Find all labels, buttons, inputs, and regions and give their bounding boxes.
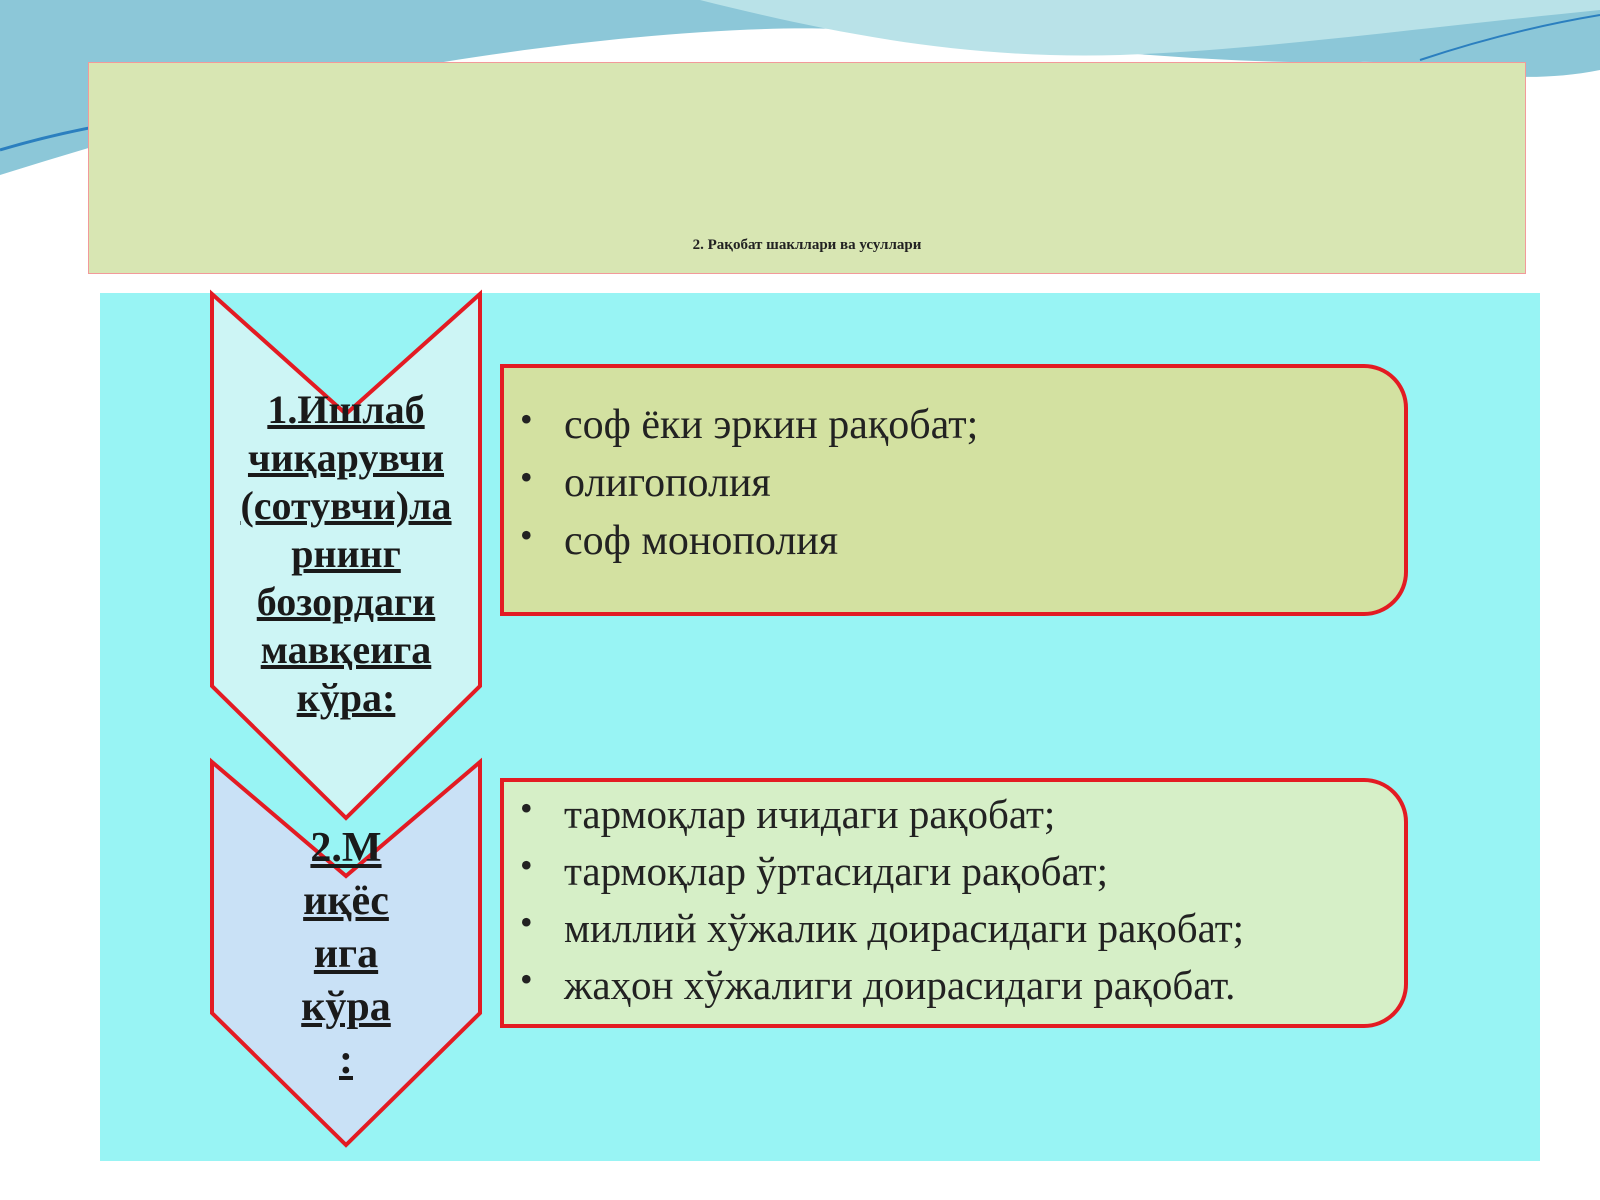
list-item	[520, 843, 1244, 900]
list-item	[520, 957, 1244, 1014]
list-item	[520, 454, 978, 512]
list-item-text: миллий хўжалик доирасидаги рақобат;	[564, 905, 1245, 951]
chevron-label-line: иқёс	[303, 878, 389, 924]
list-item-text: соф монополия	[564, 518, 839, 564]
chevron-label-line: мавқеига	[260, 627, 432, 672]
chevron-label-line: кўра	[301, 984, 391, 1030]
bullet-list	[520, 786, 1244, 1014]
chevron-label-line: 2.М	[310, 825, 382, 871]
bullet-icon: •	[520, 902, 533, 942]
bullet-icon: •	[520, 515, 533, 555]
market-position-list-box	[500, 364, 1408, 616]
chevron-label-producer-position	[216, 386, 476, 722]
bullet-icon: •	[520, 788, 533, 828]
scale-list-box	[500, 778, 1408, 1028]
list-item-text: тармоқлар ичидаги рақобат;	[564, 791, 1056, 837]
list-item-text: тармоқлар ўртасидаги рақобат;	[564, 848, 1108, 894]
list-item	[520, 396, 978, 454]
list-item	[520, 512, 978, 570]
bullet-icon: •	[520, 399, 533, 439]
list-item	[520, 900, 1244, 957]
bullet-icon: •	[520, 845, 533, 885]
chevron-label-line: кўра:	[296, 675, 396, 720]
list-item-text: соф ёки эркин рақобат;	[564, 402, 979, 448]
chevron-label-line: (сотувчи)ла	[240, 483, 452, 528]
chevron-label-line: 1.Ишлаб	[267, 387, 425, 432]
chevron-label-line: ига	[313, 931, 379, 977]
list-item-text: жаҳон хўжалиги доирасидаги рақобат.	[564, 962, 1236, 1008]
chevron-label-line: :	[339, 1037, 353, 1083]
bullet-icon: •	[520, 959, 533, 999]
chevron-label-scale	[250, 822, 442, 1087]
slide-title: 2. Рақобат шакллари ва усуллари	[692, 237, 922, 253]
bullet-icon: •	[520, 457, 533, 497]
list-item	[520, 786, 1244, 843]
chevron-label-line: бозордаги	[256, 579, 436, 624]
list-item-text: олигополия	[564, 460, 771, 506]
bullet-list	[520, 396, 978, 570]
chevron-label-line: чиқарувчи	[247, 435, 445, 480]
chevron-label-line: рнинг	[291, 531, 401, 576]
